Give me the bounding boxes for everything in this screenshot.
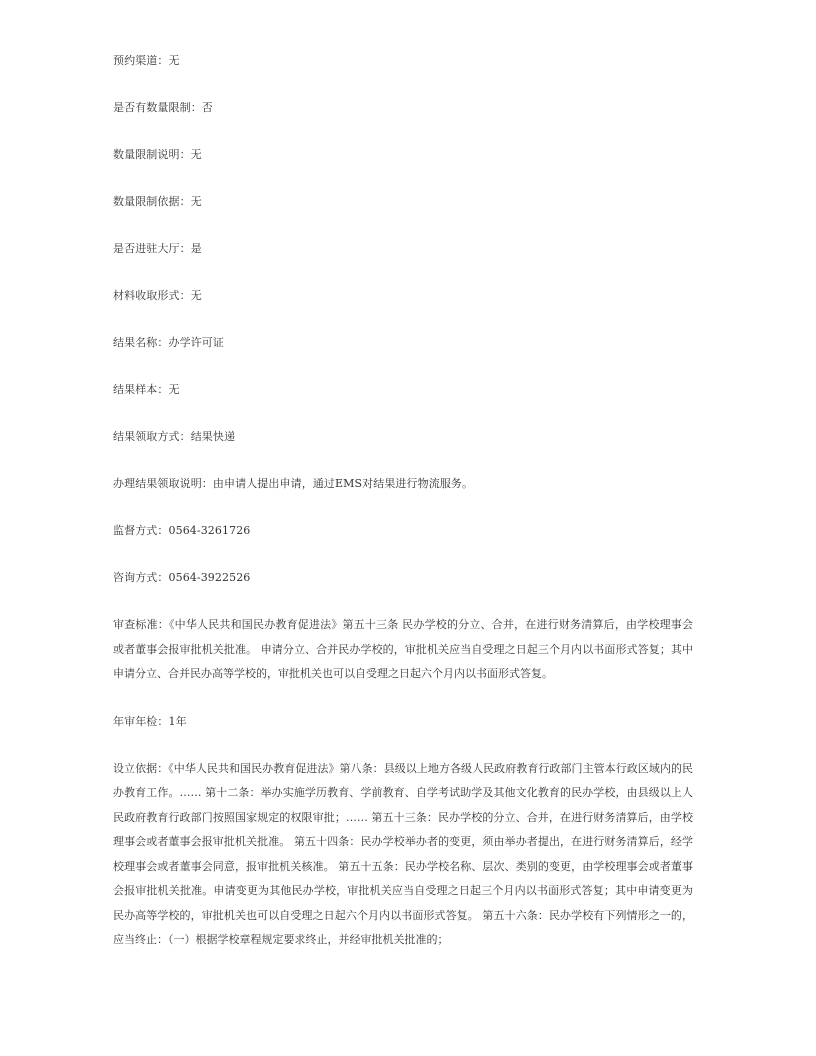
result-name: 结果名称：办学许可证 [113, 336, 224, 349]
inquiry-contact: 咨询方式：0564-3922526 [113, 571, 251, 584]
booking-channel: 预约渠道：无 [113, 54, 180, 67]
result-pickup-note: 办理结果领取说明：由申请人提出申请，通过EMS对结果进行物流服务。 [113, 477, 474, 490]
document-page [113, 49, 693, 953]
supervision-contact: 监督方式：0564-3261726 [113, 524, 251, 537]
material-collection-form: 材料收取形式：无 [113, 289, 202, 302]
in-service-hall: 是否进驻大厅：是 [113, 242, 202, 255]
quantity-limit: 是否有数量限制：否 [113, 101, 213, 114]
review-standard: 审查标准：《中华人民共和国民办教育促进法》第五十三条 民办学校的分立、合并，在进行财务清算后，由学校理事会或者董事会报审批机关批准。 申请分立、合并民办学校的，审批机关应当自受理之日起三个月内以书面形式答复；其中申请分立、合并民办高等学校的，审批机关也可以自受理之日起六个月内以书面形式答复。 [113, 618, 693, 680]
result-sample: 结果样本：无 [113, 383, 180, 396]
legal-basis: 设立依据：《中华人民共和国民办教育促进法》第八条：县级以上地方各级人民政府教育行政部门主管本行政区域内的民办教育工作。…… 第十二条：举办实施学历教育、学前教育、自学考试助学及其他文化教育的民办学校，由县级以上人民政府教育行政部门按照国家规定的权限审批；…… 第五十三条：民办学校的分立、合并，在进行财务清算后，由学校理事会或者董事会报审批机关批准。 第五十四条：民办学校举办者的变更，须由举办者提出，在进行财务清算后，经学校理事会或者董事会同意，报审批机关核准。 第五十五条：民办学校名称、层次、类别的变更，由学校理事会或者董事会报审批机关批准。申请变更为其他民办学校，审批机关应当自受理之日起三个月内以书面形式答复；其中申请变更为民办高等学校的，审批机关也可以自受理之日起六个月内以书面形式答复。 第五十六条：民办学校有下列情形之一的，应当终止：（一）根据学校章程规定要求终止，并经审批机关批准的； [113, 761, 693, 946]
annual-review: 年审年检：1年 [113, 714, 187, 728]
result-pickup-method: 结果领取方式：结果快递 [113, 430, 236, 443]
quantity-limit-basis: 数量限制依据：无 [113, 195, 202, 208]
quantity-limit-description: 数量限制说明：无 [113, 148, 202, 161]
